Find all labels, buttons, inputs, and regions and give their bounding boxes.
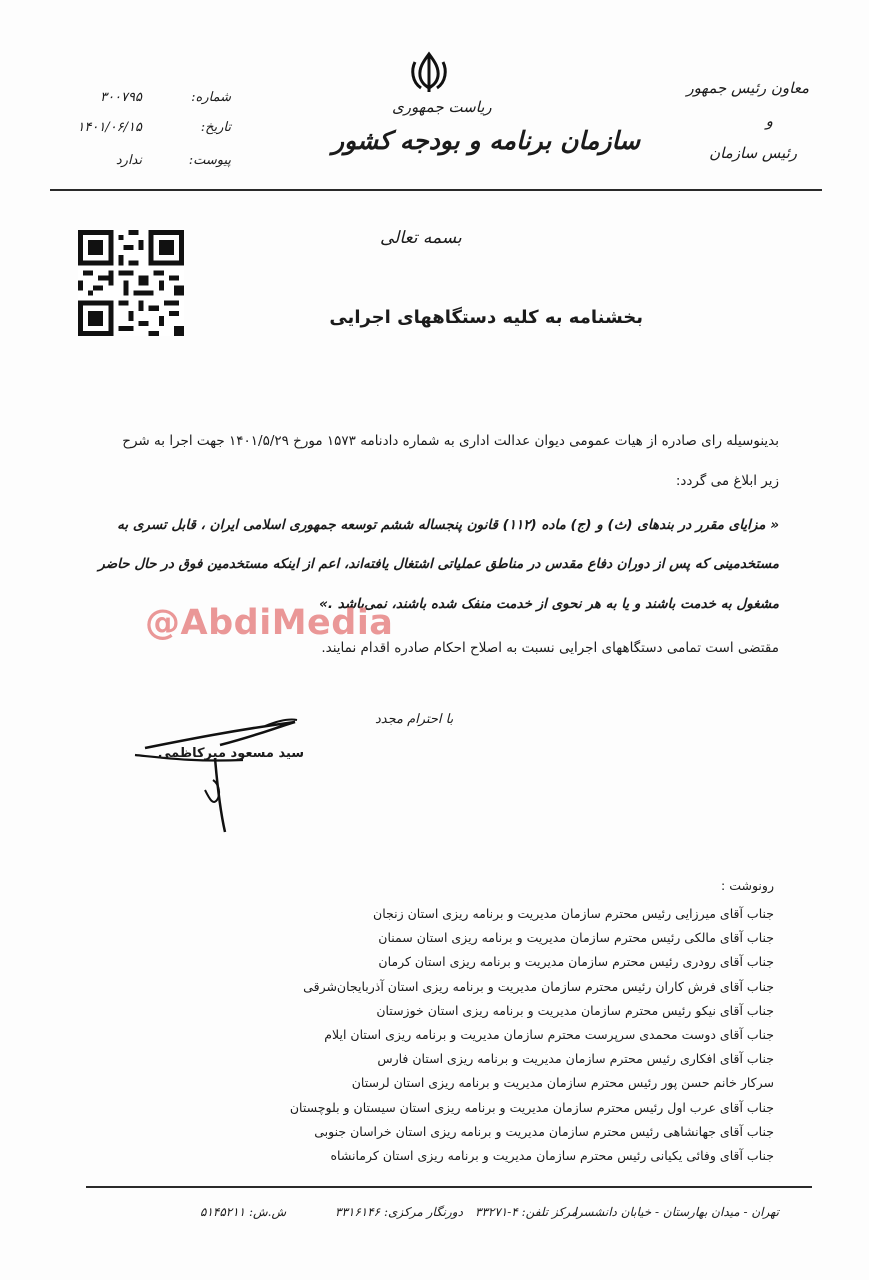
- iran-emblem-icon: [409, 50, 449, 94]
- footer-postal-code: ش.ش: ۵۱۴۵۲۱۱: [200, 1205, 287, 1219]
- footer-divider: [86, 1186, 812, 1188]
- cc-item: جناب آقای عرب اول رئیس محترم سازمان مدیریت و برنامه ریزی استان سیستان و بلوچستان: [289, 1099, 774, 1115]
- cc-heading: رونوشت :: [721, 878, 774, 893]
- org-parent: ریاست جمهوری: [392, 98, 492, 116]
- org-name: سازمان برنامه و بودجه کشور: [332, 126, 641, 155]
- header-divider: [50, 189, 822, 191]
- meta-date-label: تاریخ:: [200, 120, 231, 135]
- cc-item: سرکار خانم حسن پور رئیس محترم سازمان مدیریت و برنامه ریزی استان لرستان: [351, 1075, 774, 1091]
- signer-title-line2: و: [765, 112, 773, 130]
- salutation: با احترام مجدد: [375, 712, 454, 727]
- cc-item: جناب آقای میرزایی رئیس محترم سازمان مدیریت و برنامه ریزی استان زنجان: [373, 906, 774, 921]
- circular-title: بخشنامه به کلیه دستگاههای اجرایی: [329, 307, 643, 328]
- signer-title-line3: رئیس سازمان: [709, 144, 797, 162]
- footer-fax: دورنگار مرکزی: ۳۳۱۶۱۴۶: [335, 1205, 463, 1219]
- cc-item: جناب آقای وفائی یکیانی رئیس محترم سازمان مدیریت و برنامه ریزی استان کرمانشاه: [330, 1147, 774, 1163]
- invocation: بسمه تعالی: [380, 228, 462, 248]
- closing-paragraph: مقتضی است تمامی دستگاههای اجرایی نسبت به اصلاح احکام صادره اقدام نمایند.: [321, 640, 779, 656]
- quote-line-3: مشغول به خدمت باشند و یا به هر نحوی از خدمت منفک شده باشند، نمی‌باشد .»: [319, 596, 779, 612]
- cc-item: جناب آقای نیکو رئیس محترم سازمان مدیریت و برنامه ریزی استان خوزستان: [376, 1002, 774, 1018]
- cc-item: جناب آقای مالکی رئیس محترم سازمان مدیریت و برنامه ریزی استان سمنان: [378, 930, 774, 946]
- qr-code-icon: [78, 228, 184, 338]
- meta-attachment-label: پیوست:: [188, 153, 231, 168]
- footer-phone: مرکز تلفن: ۴-۳۳۲۷۱: [475, 1205, 578, 1219]
- meta-number-value: ۳۰۰۷۹۵: [100, 90, 142, 105]
- intro-line-1: بدینوسیله رای صادره از هیات عمومی دیوان عدالت اداری به شماره دادنامه ۱۵۷۳ مورخ ۱۴۰۱/۵/۲۹ جهت اجرا به شرح: [122, 433, 779, 449]
- cc-item: جناب آقای جهانشاهی رئیس محترم سازمان مدیریت و برنامه ریزی استان خراسان جنوبی: [314, 1123, 774, 1139]
- signer-name: سید مسعود میرکاظمی: [158, 746, 305, 761]
- cc-item: جناب آقای فرش کاران رئیس محترم سازمان مدیریت و برنامه ریزی استان آذربایجان‌شرقی: [303, 978, 774, 994]
- footer-address: تهران - میدان بهارستان - خیابان دانشسرا: [573, 1205, 779, 1219]
- cc-item: جناب آقای دوست محمدی سرپرست محترم سازمان مدیریت و برنامه ریزی استان ایلام: [324, 1026, 774, 1042]
- quote-line-2: مستخدمینی که پس از دوران دفاع مقدس در مناطق عملیاتی اشتغال یافته‌اند، اعم از اینکه مستخدمین فوق در حال حاضر: [98, 556, 779, 572]
- intro-line-2: زیر ابلاغ می گردد:: [675, 473, 779, 489]
- watermark: @AbdiMedia: [145, 603, 394, 643]
- meta-number-label: شماره:: [191, 90, 231, 105]
- signer-title-line1: معاون رئیس جمهور: [686, 79, 809, 97]
- meta-date-value: ۱۴۰۱/۰۶/۱۵: [77, 120, 142, 135]
- cc-item: جناب آقای افکاری رئیس محترم سازمان مدیریت و برنامه ریزی استان فارس: [377, 1051, 774, 1067]
- meta-attachment-value: ندارد: [115, 153, 142, 168]
- handwritten-signature-icon: [125, 700, 335, 840]
- cc-list: [254, 902, 774, 1168]
- quote-line-1: « مزایای مقرر در بندهای (ث) و (ج) ماده (۱۱۲) قانون پنجساله ششم توسعه جمهوری اسلامی ایران ، قابل تسری به: [117, 517, 779, 533]
- cc-item: جناب آقای رودری رئیس محترم سازمان مدیریت و برنامه ریزی استان کرمان: [378, 954, 774, 970]
